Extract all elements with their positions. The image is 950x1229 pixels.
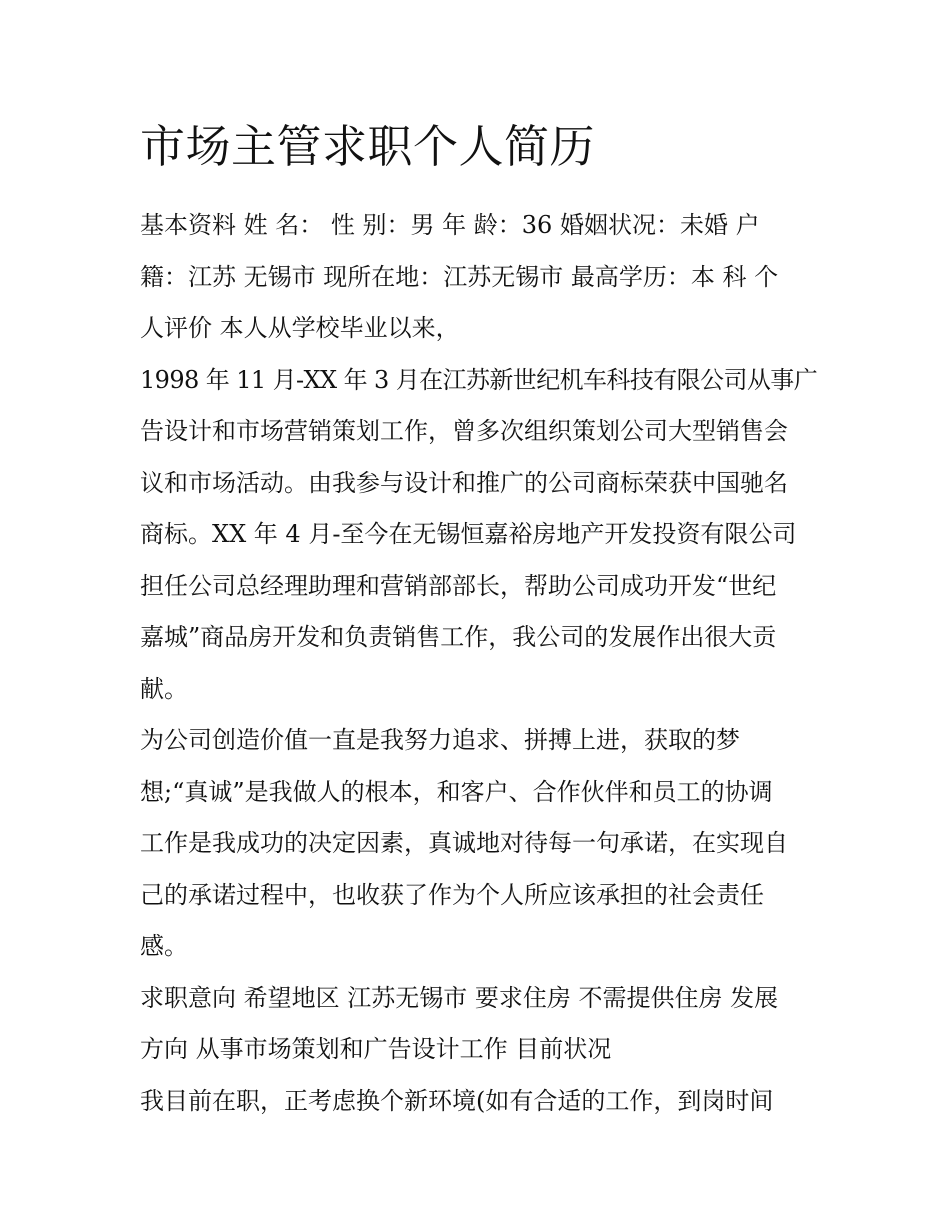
text-line: 己的承诺过程中，也收获了作为个人所应该承担的社会责任 — [140, 880, 764, 909]
text-line: 告设计和市场营销策划工作，曾多次组织策划公司大型销售会 — [140, 417, 788, 445]
text-line: 1998 年 11 月-XX 年 3 月在江苏新世纪机车科技有限公司从事广 — [140, 365, 818, 394]
text-line: 商标。XX 年 4 月-至今在无锡恒嘉裕房地产开发投资有限公司 — [140, 520, 797, 548]
paragraph-work-experience — [140, 355, 820, 716]
text-line: 想;“真诚”是我做人的根本，和客户、合作伙伴和员工的协调 — [140, 777, 773, 806]
paragraph-current-status — [140, 1076, 820, 1128]
text-line: 人评价 本人从学校毕业以来， — [140, 314, 460, 342]
paragraph-self-evaluation — [140, 715, 820, 973]
text-line: 求职意向 希望地区 江苏无锡市 要求住房 不需提供住房 发展 — [140, 983, 779, 1012]
text-line: 基本资料 姓 名： 性 别：男 年 龄：36 婚姻状况：未婚 户 — [140, 211, 760, 239]
paragraph-basic-info — [140, 200, 820, 355]
document-body — [140, 112, 820, 1127]
text-line: 工作是我成功的决定因素，真诚地对待每一句承诺，在实现自 — [140, 829, 788, 857]
text-line: 嘉城”商品房开发和负责销售工作，我公司的发展作出很大贡 — [140, 623, 777, 651]
text-line: 方向 从事市场策划和广告设计工作 目前状况 — [140, 1035, 612, 1063]
paragraph-job-intention — [140, 973, 820, 1076]
text-line: 担任公司总经理助理和营销部部长，帮助公司成功开发“世纪 — [140, 571, 777, 600]
text-line: 献。 — [140, 674, 188, 703]
text-line: 感。 — [140, 932, 188, 960]
text-line: 籍：江苏 无锡市 现所在地：江苏无锡市 最高学历：本 科 个 — [140, 262, 779, 291]
text-line: 为公司创造价值一直是我努力追求、拼搏上进，获取的梦 — [140, 726, 740, 754]
text-line: 我目前在职，正考虑换个新环境(如有合适的工作，到岗时间 — [140, 1086, 774, 1115]
text-line: 议和市场活动。由我参与设计和推广的公司商标荣获中国驰名 — [140, 468, 788, 497]
document-title: 市场主管求职个人简历 — [140, 120, 596, 173]
